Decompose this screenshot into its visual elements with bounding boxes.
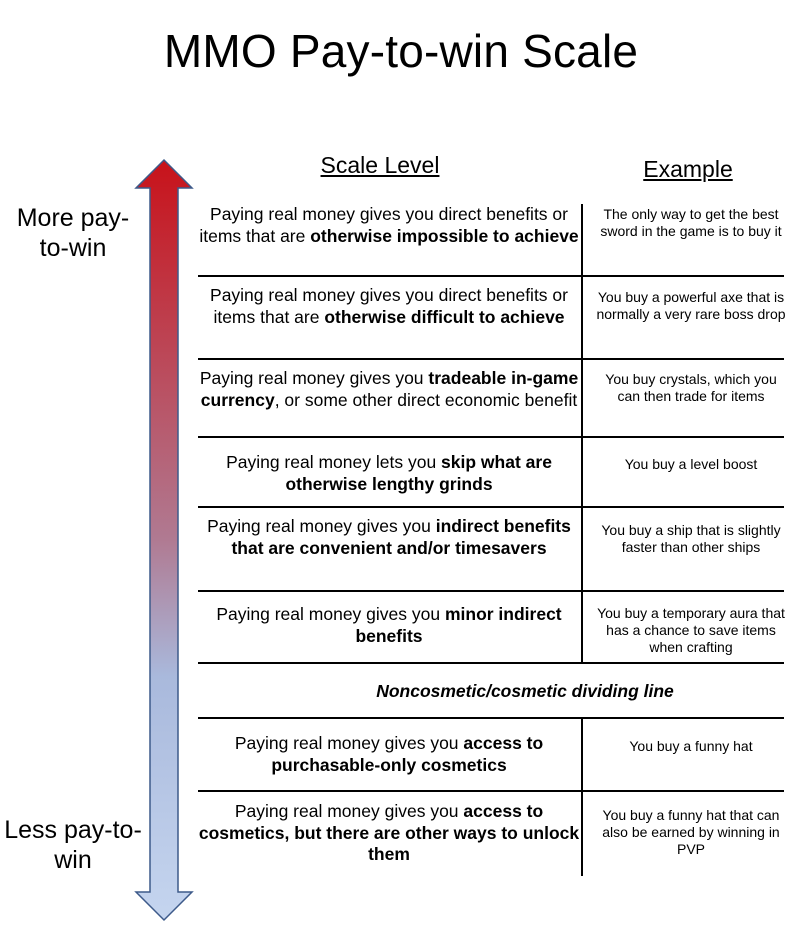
scale-level-1: Paying real money gives you direct benefits or items that are otherwise impossible to achieve [199,204,579,246]
row-divider [198,590,784,592]
row-divider [198,717,784,719]
row-divider [198,436,784,438]
example-2: You buy a powerful axe that is normally a very rare boss drop [596,289,786,322]
scale-level-5: Paying real money gives you indirect benefits that are convenient and/or timesavers [207,516,571,558]
example-1: The only way to get the best sword in the game is to buy it [600,206,782,239]
pay-to-win-double-arrow [134,158,196,924]
less-pay-to-win-label: Less pay-to-win [4,816,142,874]
example-8: You buy a funny hat that can also be earned by winning in PVP [602,807,780,857]
example-7: You buy a funny hat [629,738,753,754]
row-divider [198,790,784,792]
scale-level-8: Paying real money gives you access to cosmetics, but there are other ways to unlock them [198,801,580,864]
scale-level-4: Paying real money lets you skip what are otherwise lengthy grinds [226,452,552,494]
example-header: Example [643,156,733,182]
row-divider [198,662,784,664]
scale-level-2: Paying real money gives you direct benefits or items that are otherwise difficult to achieve [210,285,568,327]
scale-level-3: Paying real money gives you tradeable in-game currency, or some other direct economic benefit [199,368,579,410]
example-4: You buy a level boost [624,456,758,472]
cosmetic-dividing-line-label: Noncosmetic/cosmetic dividing line [376,681,674,701]
row-divider [198,275,784,277]
scale-level-7: Paying real money gives you access to purchasable-only cosmetics [234,733,544,775]
example-5: You buy a ship that is slightly faster than other ships [601,522,781,555]
column-separator-upper [581,204,583,664]
example-3: You buy crystals, which you can then trade for items [605,371,777,404]
more-pay-to-win-label: More pay-to-win [16,204,130,262]
example-6: You buy a temporary aura that has a chance to save items when crafting [597,605,785,655]
row-divider [198,358,784,360]
column-separator-lower [581,717,583,876]
scale-level-header: Scale Level [320,152,440,178]
scale-level-6: Paying real money gives you minor indirect benefits [216,604,562,646]
row-divider [198,506,784,508]
page-title: MMO Pay-to-win Scale [163,25,639,77]
